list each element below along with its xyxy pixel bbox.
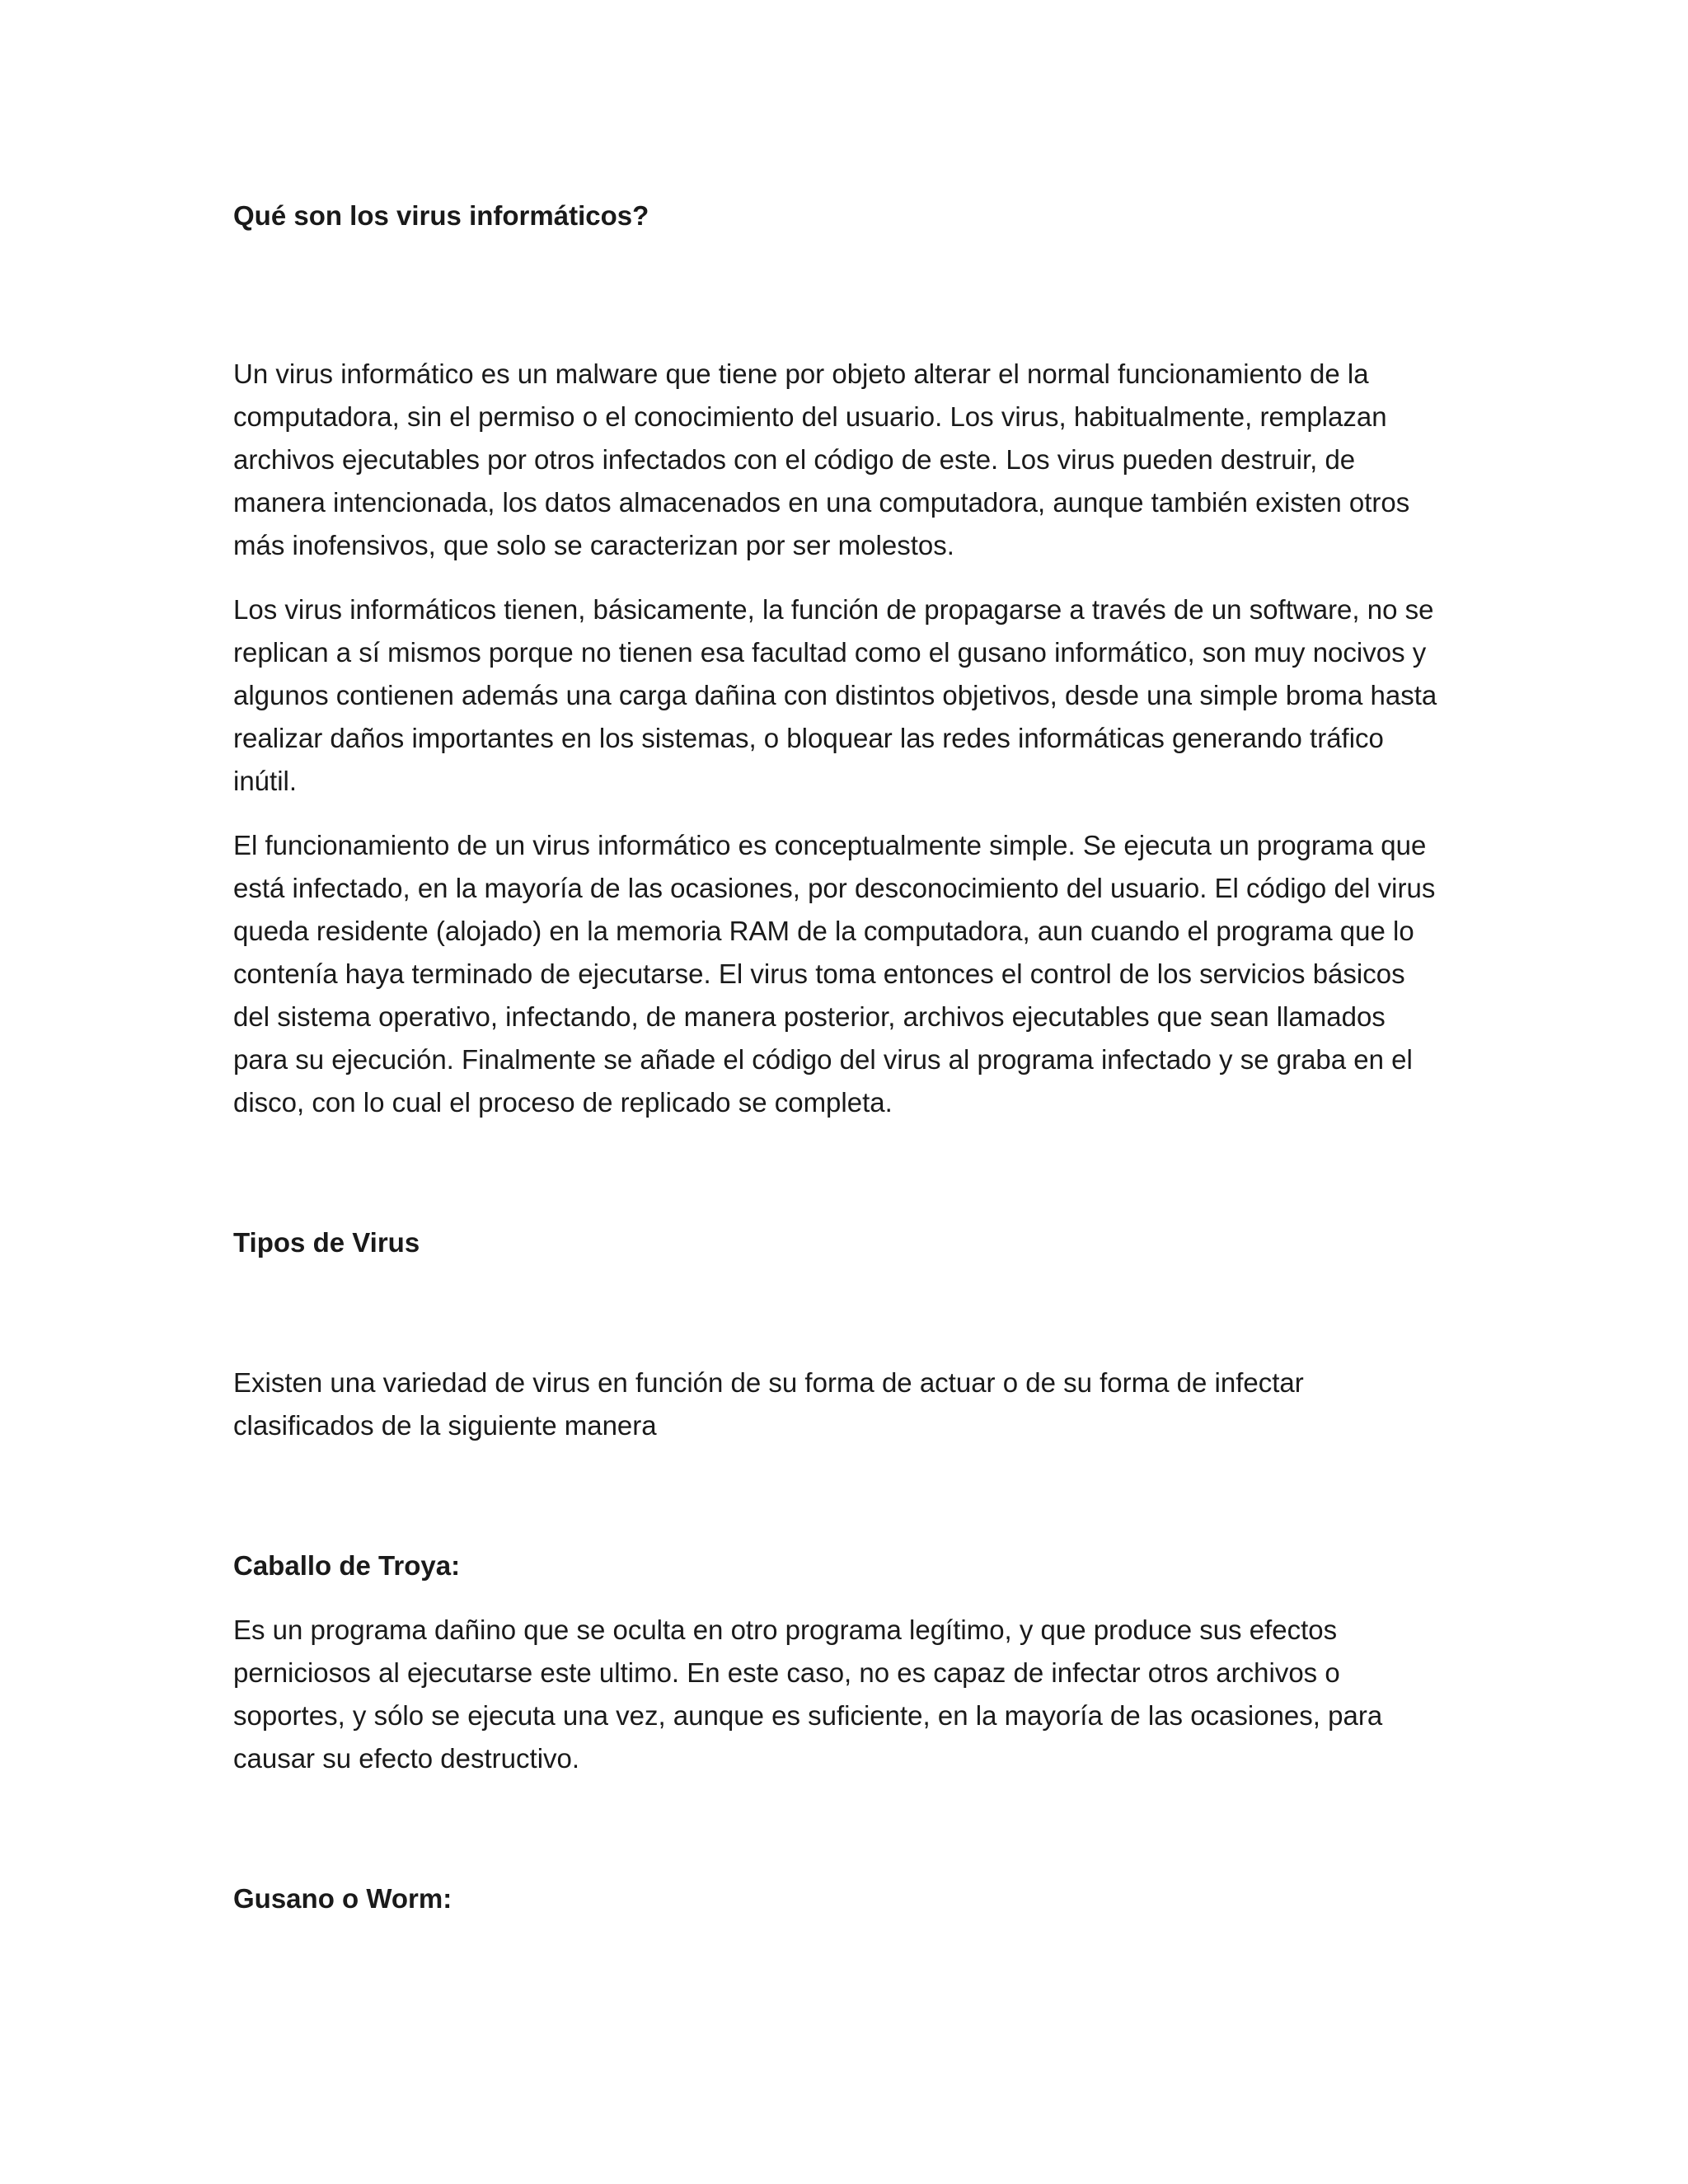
paragraph-types-intro: Existen una variedad de virus en función de su forma de actuar o de su forma de infectar clasificados de la siguiente manera — [233, 1367, 1304, 1441]
paragraph-propagation: Los virus informáticos tienen, básicamente, la función de propagarse a través de un software, no se replican a sí mismos porque no tienen esa facultad como el gusano informático, son muy nocivos y algunos contienen además una carga dañina con distintos objetivos, desde una simple broma hasta realizar daños importantes en los sistemas, o bloquear las redes informáticas generando tráfico inútil. — [233, 594, 1437, 796]
paragraph-trojan-horse: Es un programa dañino que se oculta en otro programa legítimo, y que produce sus efectos perniciosos al ejecutarse este ultimo. En este caso, no es capaz de infectar otros archivos o soportes, y sólo se ejecuta una vez, aunque es suficiente, en la mayoría de las ocasiones, para causar su efecto destructivo. — [233, 1615, 1383, 1774]
heading-worm: Gusano o Worm: — [233, 1883, 452, 1914]
paragraph-operation: El funcionamiento de un virus informático es conceptualmente simple. Se ejecuta un programa que está infectado, en la mayoría de las ocasiones, por desconocimiento del usuario. El código del virus queda residente (alojado) en la memoria RAM de la computadora, aun cuando el programa que lo contenía haya terminado de ejecutarse. El virus toma entonces el control de los servicios básicos del sistema operativo, infectando, de manera posterior, archivos ejecutables que sean llamados para su ejecución. Finalmente se añade el código del virus al programa infectado y se graba en el disco, con lo cual el proceso de replicado se completa. — [233, 830, 1436, 1118]
heading-trojan-horse: Caballo de Troya: — [233, 1550, 461, 1581]
paragraph-definition: Un virus informático es un malware que tiene por objeto alterar el normal funcionamiento de la computadora, sin el permiso o el conocimiento del usuario. Los virus, habitualmente, remplazan archivos ejecutables por otros infectados con el código de este. Los virus pueden destruir, de manera intencionada, los datos almacenados en una computadora, aunque también existen otros más inofensivos, que solo se caracterizan por ser molestos. — [233, 359, 1410, 560]
heading-what-are-viruses: Qué son los virus informáticos? — [233, 200, 649, 231]
heading-virus-types: Tipos de Virus — [233, 1227, 420, 1258]
